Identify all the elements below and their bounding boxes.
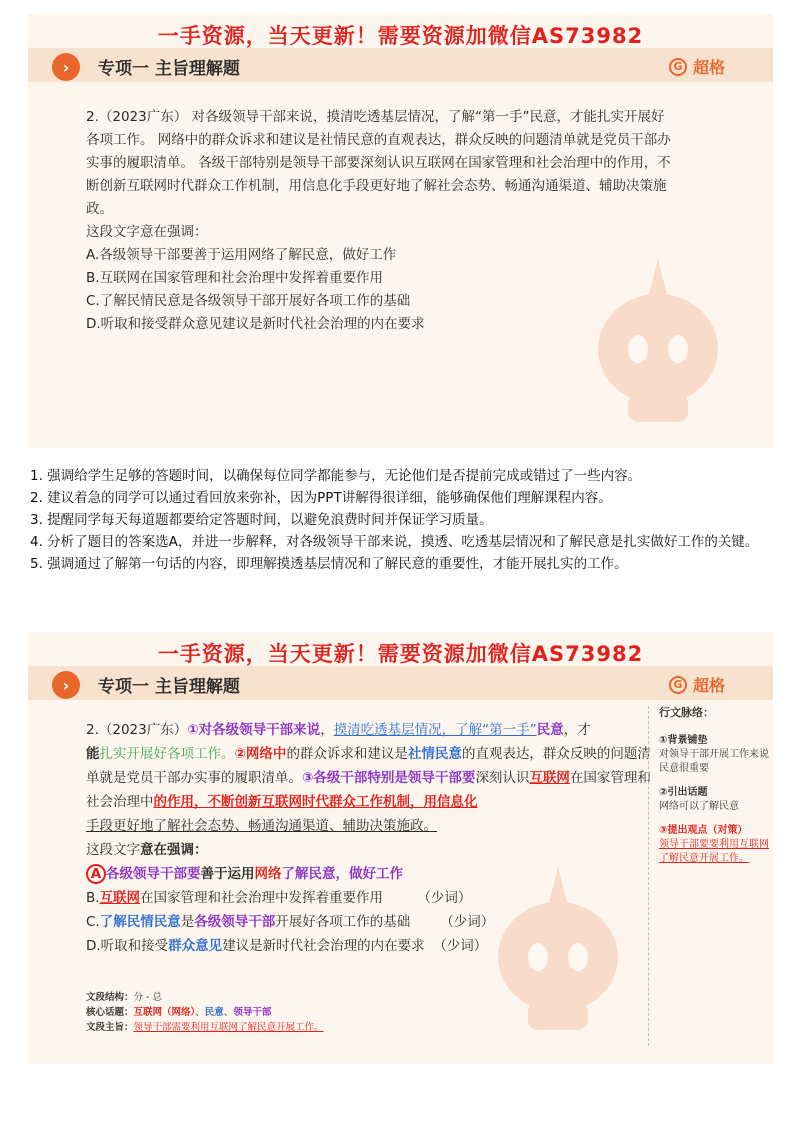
question-block <box>86 106 676 336</box>
highlight-span: 扎实开展好各项工作。 <box>99 746 235 762</box>
summary-key: 文段结构： <box>86 992 134 1003</box>
brand-g-icon: G <box>669 676 687 694</box>
text-span: 在国家管理和社会治理中发挥着重要作用 <box>140 890 384 906</box>
question-number: 2.（2023广东） <box>86 722 188 738</box>
slide-annotated <box>28 632 773 1064</box>
option-c: C.了解民情民意是各级领导干部开展好各项工作的基础 <box>86 293 411 309</box>
text-span: C. <box>86 914 100 930</box>
note-item: 3. 提醒同学每天每道题都要给定答题时间，以避免浪费时间并保证学习质量。 <box>30 512 493 528</box>
summary-value: 互联网（网络） <box>133 1007 196 1018</box>
sentence-3-mark: ③各级干部特别是领导干部要 <box>302 770 476 786</box>
summary-separator: 、 <box>195 1007 205 1018</box>
highlight-span: 摸清吃透基层情况，了解“第一手” <box>333 722 537 738</box>
summary-value: 民意 <box>204 1007 224 1018</box>
annotated-option-d <box>86 934 656 958</box>
highlight-span: 各级领导干部 <box>194 914 276 930</box>
highlight-span: 的作用，不断创新互联网时代群众工作机制，用信息化 <box>153 794 478 810</box>
sidebar-title: 行文脉络： <box>659 706 714 719</box>
annotated-option-c <box>86 910 656 934</box>
text-span: 深刻认识 <box>475 770 530 786</box>
text-span: 这段文字 <box>86 842 140 858</box>
highlight-span: 网络 <box>254 866 282 882</box>
option-a: A.各级领导干部要善于运用网络了解民意，做好工作 <box>86 247 397 263</box>
sidebar-step-3-text: 领导干部要要利用互联网了解民意开展工作。 <box>659 839 769 864</box>
section-title: 专项一 主旨理解题 <box>98 59 240 79</box>
chevron-right-icon: › <box>52 53 80 81</box>
option-note: （少词） <box>440 914 495 930</box>
sidebar-step-2-text: 网络可以了解民意 <box>659 801 739 812</box>
text-span: 的群众诉求和建议是 <box>286 746 408 762</box>
highlight-span: 各级领导干部要 <box>106 866 201 882</box>
sidebar-step-3-head: ③提出观点（对策） <box>659 825 748 836</box>
text-span: 意在强调： <box>140 842 208 858</box>
summary-topic <box>86 1005 324 1020</box>
text-span: 建议是新时代社会治理的内在要求 <box>222 938 425 954</box>
highlight-span: 了解民意，做好工作 <box>281 866 403 882</box>
section-title: 专项一 主旨理解题 <box>98 677 240 697</box>
question-text: 2.（2023广东） 对各级领导干部来说，摸清吃透基层情况，了解“第一手”民意，才能扎实开展好各项工作。 网络中的群众诉求和建议是社情民意的直观表达，群众反映的问题清单就是党员干部办实事的履职清单。 各级干部特别是领导干部要深刻认识互联网在国家管理和社会治理中的作用，不断创新互联网时代群众工作机制，用信息化手段更好地了解社会态势、畅通沟通渠道、辅助决策施政。 <box>86 109 671 217</box>
teaching-notes <box>30 466 775 576</box>
summary-value: 分 - 总 <box>133 992 162 1003</box>
note-item: 1. 强调给学生足够的答题时间，以确保每位同学都能参与，无论他们是否提前完成或错过了一些内容。 <box>30 468 642 484</box>
highlight-span: 互联网 <box>529 770 570 786</box>
summary-separator: 、 <box>223 1007 234 1018</box>
summary-key: 文段主旨： <box>86 1022 134 1033</box>
summary-key: 核心话题： <box>86 1007 134 1018</box>
question-prompt: 这段文字意在强调： <box>86 224 208 240</box>
brand-name: 超格 <box>692 676 725 695</box>
promo-banner: 一手资源，当天更新！需要资源加微信AS73982 <box>157 24 644 48</box>
text-span: D.听取和接受 <box>86 938 169 954</box>
text-span: 是 <box>180 914 195 930</box>
highlight-span: 了解民情民意 <box>99 914 181 930</box>
note-item: 5. 强调通过了解第一句话的内容，即理解摸透基层情况和了解民意的重要性，才能开展扎实的工作。 <box>30 556 628 572</box>
text-span: 善于运用 <box>200 866 255 882</box>
sidebar-step-2-head: ②引出话题 <box>659 787 708 798</box>
text-span: B. <box>86 890 100 906</box>
option-d: D.听取和接受群众意见建议是新时代社会治理的内在要求 <box>86 316 425 332</box>
summary-value: 领导干部需要利用互联网了解民意开展工作。 <box>133 1022 324 1033</box>
annotated-question <box>86 718 656 958</box>
annotated-prompt <box>86 838 656 862</box>
summary-main <box>86 1020 324 1035</box>
chevron-right-icon: › <box>52 671 80 699</box>
option-note: （少词） <box>433 938 488 954</box>
brand-g-icon: G <box>669 58 687 76</box>
sentence-2-mark: ②网络中 <box>234 746 287 762</box>
text-span: ， <box>320 722 334 738</box>
slide-question <box>28 14 773 448</box>
text-span: 手段更好地了解社会态势、畅通沟通渠道、辅助决策施政。 <box>86 818 437 834</box>
structure-sidebar <box>648 706 773 1046</box>
highlight-span: 群众意见 <box>168 938 223 954</box>
sidebar-step-1-text: 对领导干部开展工作来说民意很重要 <box>659 749 769 774</box>
brand-logo <box>669 673 725 696</box>
passage-summary <box>86 990 324 1035</box>
annotated-option-a <box>86 862 656 886</box>
note-item: 2. 建议着急的同学可以通过看回放来弥补，因为PPT讲解得很详细，能够确保他们理解课程内容。 <box>30 490 612 506</box>
text-span: 的直观表达，群众反映的问题清单就是党员干部办实事的履职清单。 <box>86 746 651 786</box>
summary-structure <box>86 990 324 1005</box>
text-span: 能 <box>86 746 100 762</box>
annotated-option-b <box>86 886 656 910</box>
annotated-passage <box>86 718 656 838</box>
option-note: （少词） <box>417 890 472 906</box>
summary-value: 领导干部 <box>233 1007 272 1018</box>
highlight-span: 民意 <box>536 722 564 738</box>
highlight-span: 互联网 <box>99 890 141 906</box>
correct-answer-circle: A <box>86 864 106 884</box>
text-span: ，才 <box>563 722 591 738</box>
option-b: B.互联网在国家管理和社会治理中发挥着重要作用 <box>86 270 384 286</box>
brand-logo <box>669 55 725 78</box>
text-span: 在国家管理和社会治理中 <box>86 770 651 810</box>
promo-banner: 一手资源，当天更新！需要资源加微信AS73982 <box>157 642 644 666</box>
note-item: 4. 分析了题目的答案选A，并进一步解释，对各级领导干部来说，摸透、吃透基层情况和了解民意是扎实做好工作的关键。 <box>30 534 759 550</box>
text-span: 开展好各项工作的基础 <box>275 914 411 930</box>
sentence-1-mark: ①对各级领导干部来说 <box>187 722 321 738</box>
sidebar-step-1-head: ①背景铺垫 <box>659 735 708 746</box>
highlight-span: 社情民意 <box>407 746 462 762</box>
brand-name: 超格 <box>692 58 725 77</box>
